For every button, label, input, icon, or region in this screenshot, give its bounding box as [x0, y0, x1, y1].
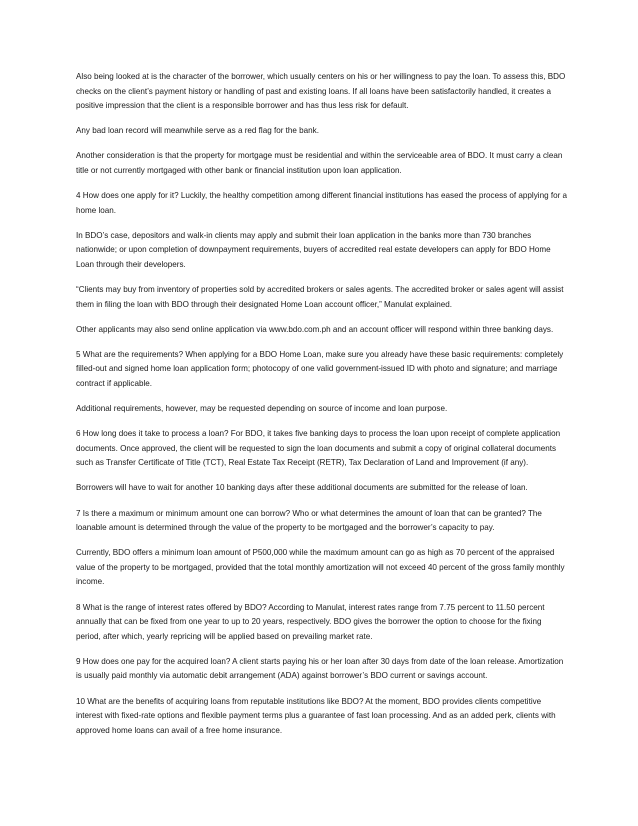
paragraph-property-consideration: Another consideration is that the property for mortgage must be residential and within the serviceable area of BDO. It must carry a clean title or not currently mortgaged with other bank or financial institution upon loan application. — [76, 151, 563, 175]
paragraph-bdo-branches: In BDO’s case, depositors and walk-in clients may apply and submit their loan application in the banks more than 730 branches nationwide; or upon completion of downpayment requirements, buyers of accredited real estate developers can apply for BDO Home Loan through their developers. — [76, 230, 551, 269]
paragraph-q8-interest-rates: 8 What is the range of interest rates offered by BDO? According to Manulat, interest rates range from 7.75 percent to 11.50 percent annually that can be fixed from one year to up to 20 years, respectively. BDO gives the borrower the option to choose for the fixing period, after which, yearly repricing will be applied based on prevailing market rate. — [76, 602, 545, 641]
paragraph-q7-loan-amount: 7 Is there a maximum or minimum amount one can borrow? Who or what determines the amount of loan that can be granted? The loanable amount is determined through the value of the property to be mortgaged and the borrower’s capacity to pay. — [76, 508, 542, 533]
document-body — [76, 70, 568, 749]
paragraph-online-application: Other applicants may also send online application via www.bdo.com.ph and an account officer will respond within three banking days. — [76, 324, 554, 334]
paragraph-q6-processing-time: 6 How long does it take to process a loan? For BDO, it takes five banking days to process the loan upon receipt of complete application documents. Once approved, the client will be requested to sign the loan documents and submit a copy of original collateral documents such as Transfer Certificate of Title (TCT), Real Estate Tax Receipt (RETR), Tax Declaration of Land and Improvement (if any). — [76, 429, 561, 468]
paragraph-q9-payment: 9 How does one pay for the acquired loan? A client starts paying his or her loan after 30 days from date of the loan release. Amortization is usually paid monthly via automatic debit arrangement (ADA) against borrower’s BDO current or savings account. — [76, 656, 564, 681]
paragraph-bad-loan-record: Any bad loan record will meanwhile serve as a red flag for the bank. — [76, 126, 319, 136]
paragraph-q4-how-to-apply: 4 How does one apply for it? Luckily, the healthy competition among different financial institutions has eased the process of applying for a home loan. — [76, 191, 568, 215]
paragraph-release-wait: Borrowers will have to wait for another 10 banking days after these additional documents are submitted for the release of loan. — [76, 483, 528, 493]
paragraph-minimum-maximum: Currently, BDO offers a minimum loan amount of P500,000 while the maximum amount can go as high as 70 percent of the appraised value of the property to be mortgaged, provided that the total monthly amortization will not exceed 40 percent of the gross family monthly income. — [76, 548, 565, 587]
paragraph-q10-benefits: 10 What are the benefits of acquiring loans from reputable institutions like BDO? At the moment, BDO provides clients competitive interest with fixed-rate options and flexible payment terms plus a guarantee of fast loan processing. And as an added perk, clients with approved home loans can avail of a free home insurance. — [76, 696, 556, 735]
paragraph-q5-requirements: 5 What are the requirements? When applying for a BDO Home Loan, make sure you already have these basic requirements: completely filled-out and signed home loan application form; photocopy of one valid government-issued ID with photo and signature; and marriage contract if applicable. — [76, 349, 564, 388]
paragraph-borrower-character: Also being looked at is the character of the borrower, which usually centers on his or her willingness to pay the loan. To assess this, BDO checks on the client’s payment history or handling of past and existing loans. If all loans have been satisfactorily handled, it creates a positive impression that the client is a responsible borrower and has thus less risk for default. — [76, 72, 566, 111]
paragraph-additional-requirements: Additional requirements, however, may be requested depending on source of income and loan purpose. — [76, 404, 448, 414]
paragraph-manulat-quote: “Clients may buy from inventory of properties sold by accredited brokers or sales agents. The accredited broker or sales agent will assist them in filing the loan with BDO through their designated Home Loan account officer,” Manulat explained. — [76, 285, 564, 309]
